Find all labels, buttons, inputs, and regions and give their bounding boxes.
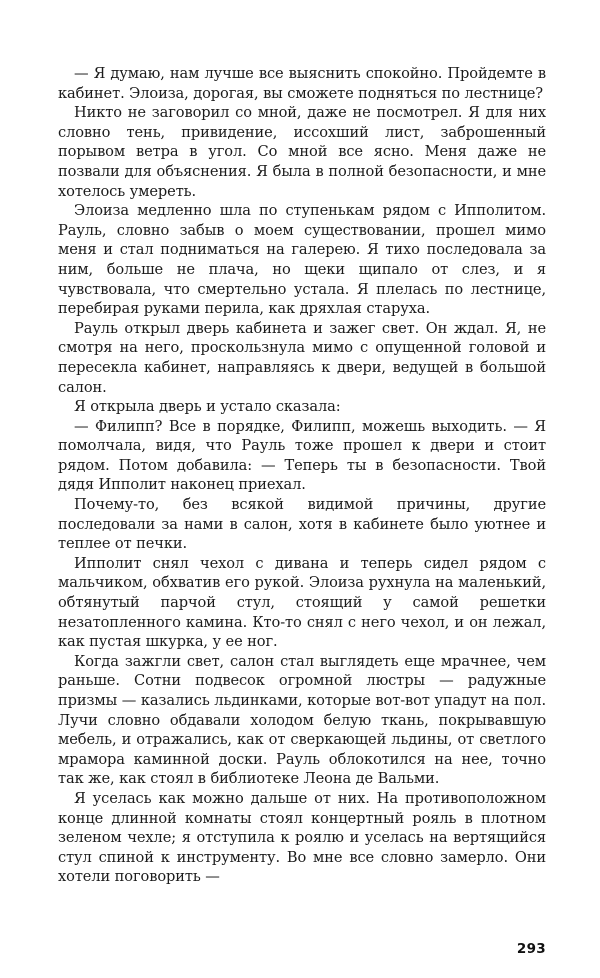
page-number: 293 <box>516 941 546 958</box>
paragraph-1: — Я думаю, нам лучше все выяснить спокойно. Пройдемте в кабинет. Элоиза, дорогая, вы сможете подняться по лестнице? <box>58 65 546 102</box>
paragraph-8: Ипполит снял чехол с дивана и теперь сидел рядом с мальчиком, обхватив его рукой. Элоиза рухнула на маленький, обтянутый парчой стул, стоящий у самой решетки незатопленного камина. Кто-то снял с него чехол, и он лежал, как пустая шкурка, у ее ног. <box>58 554 546 651</box>
paragraph-9: Когда зажгли свет, салон стал выглядеть еще мрачнее, чем раньше. Сотни подвесок огромной люстры — радужные призмы — казались льдинками, которые вот-вот упадут на пол. Лучи словно обдавали холодом белую ткань, покрывавшую мебель, и отражались, как от сверкающей льдины, от светлого мрамора каминной доски. Рауль облокотился на нее, точно так же, как стоял в библиотеке Леона де Вальми. <box>58 652 546 788</box>
book-page <box>58 64 546 964</box>
paragraph-5: Я открыла дверь и устало сказала: <box>74 398 341 416</box>
paragraph-7: Почему-то, без всякой видимой причины, другие последовали за нами в салон, хотя в кабинете было уютнее и теплее от печки. <box>58 496 546 553</box>
paragraph-4: Рауль открыл дверь кабинета и зажег свет. Он ждал. Я, не смотря на него, проскользнула мимо с опущенной головой и пересекла кабинет, направляясь к двери, ведущей в большой салон. <box>58 319 546 396</box>
paragraph-3: Элоиза медленно шла по ступенькам рядом с Ипполитом. Рауль, словно забыв о моем существовании, прошел мимо меня и стал подниматься на галерею. Я тихо последовала за ним, больше не плача, но щеки щипало от слез, и я чувствовала, что смертельно устала. Я плелась по лестнице, перебирая руками перила, как дряхлая старуха. <box>58 202 546 318</box>
paragraph-2: Никто не заговорил со мной, даже не посмотрел. Я для них словно тень, привидение, иссохший лист, заброшенный порывом ветра в угол. Со мной все ясно. Меня даже не позвали для объяснения. Я была в полной безопасности, и мне хотелось умереть. <box>58 104 546 200</box>
paragraph-6: — Филипп? Все в порядке, Филипп, можешь выходить. — Я помолчала, видя, что Рауль тоже прошел к двери и стоит рядом. Потом добавила: — Теперь ты в безопасности. Твой дядя Ипполит наконец приехал. <box>58 417 546 494</box>
paragraph-10: Я уселась как можно дальше от них. На противоположном конце длинной комнаты стоял концертный рояль в плотном зеленом чехле; я отступила к роялю и уселась на вертящийся стул спиной к инструменту. Во мне все словно замерло. Они хотели поговорить — <box>58 789 546 886</box>
